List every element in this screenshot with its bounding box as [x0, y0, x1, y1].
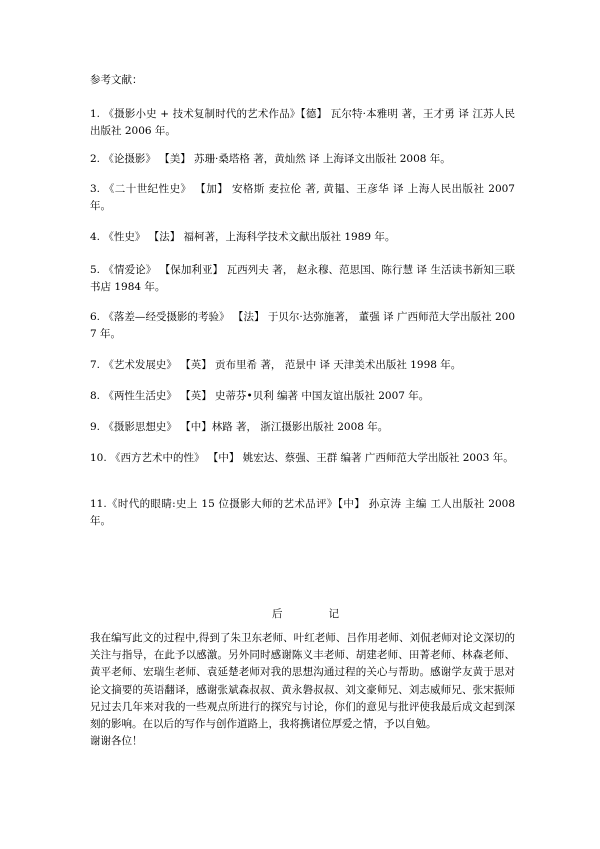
reference-item-5: 5. 《情爱论》 【保加利亚】 瓦西列夫 著， 赵永穆、范思国、陈行慧 译 生活读书新知三联书店 1984 年。 — [90, 264, 515, 293]
reference-item-3: 3. 《二十世纪性史》 【加】 安格斯 麦拉伦 著, 黄韫、王彦华 译 上海人民出版社 2007 年。 — [90, 183, 515, 212]
reference-item-11: 11.《时代的眼睛:史上 15 位摄影大师的艺术品评》【中】 孙京涛 主编 工人出版社 2008 年。 — [90, 498, 515, 527]
reference-item-2: 2. 《论摄影》 【美】 苏珊·桑塔格 著，黄灿然 译 上海译文出版社 2008 年。 — [90, 153, 451, 165]
afterword-title-char-1: 后 — [272, 608, 283, 620]
afterword-title — [272, 607, 339, 621]
afterword-paragraph: 我在编写此文的过程中,得到了朱卫东老师、叶红老师、吕作用老师、刘侃老师对论文深切的关注与指导，在此予以感激。另外同时感谢陈义丰老师、胡建老师、田菁老师、林森老师、黄平老师、宏瑞生老师、袁延楚老师对我的思想沟通过程的关心与帮助。感谢学友黄于思对论文摘要的英语翻译，感谢张斌森叔叔、黄永磐叔叔、刘文豪师兄、刘志威师兄、张宋振师兄过去几年来对我的一些观点所进行的探究与讨论，你们的意见与批评使我最后成文起到深刻的影响。在以后的写作与创作道路上，我将携诸位厚爱之情，予以自勉。 — [90, 632, 515, 731]
afterword-closing: 谢谢各位！ — [90, 735, 143, 748]
reference-item-6: 6. 《落差—经受摄影的考验》 【法】 于贝尔·达弥施著， 董强 译 广西师范大学出版社 2007 年。 — [90, 311, 515, 340]
afterword-title-char-2: 记 — [328, 608, 339, 620]
reference-item-7: 7. 《艺术发展史》 【英】 贡布里希 著， 范景中 译 天津美术出版社 1998 年。 — [90, 359, 462, 371]
reference-item-9: 9. 《摄影思想史》 【中】林路 著， 浙江摄影出版社 2008 年。 — [90, 421, 389, 433]
reference-item-8: 8. 《两性生活史》 【英】 史蒂芬•贝利 编著 中国友谊出版社 2007 年。 — [90, 390, 430, 402]
afterword-body — [90, 630, 515, 750]
reference-item-4: 4. 《性史》 【法】 福柯著，上海科学技术文献出版社 1989 年。 — [90, 231, 396, 243]
reference-item-1: 1. 《摄影小史 + 技术复制时代的艺术作品》【德】 瓦尔特·本雅明 著，王才勇 译 江苏人民出版社 2006 年。 — [90, 108, 515, 137]
references-heading: 参考文献： — [90, 74, 143, 86]
reference-item-10: 10. 《西方艺术中的性》 【中】 姚宏达、蔡强、王群 编著 广西师范大学出版社 2003 年。 — [90, 452, 514, 464]
